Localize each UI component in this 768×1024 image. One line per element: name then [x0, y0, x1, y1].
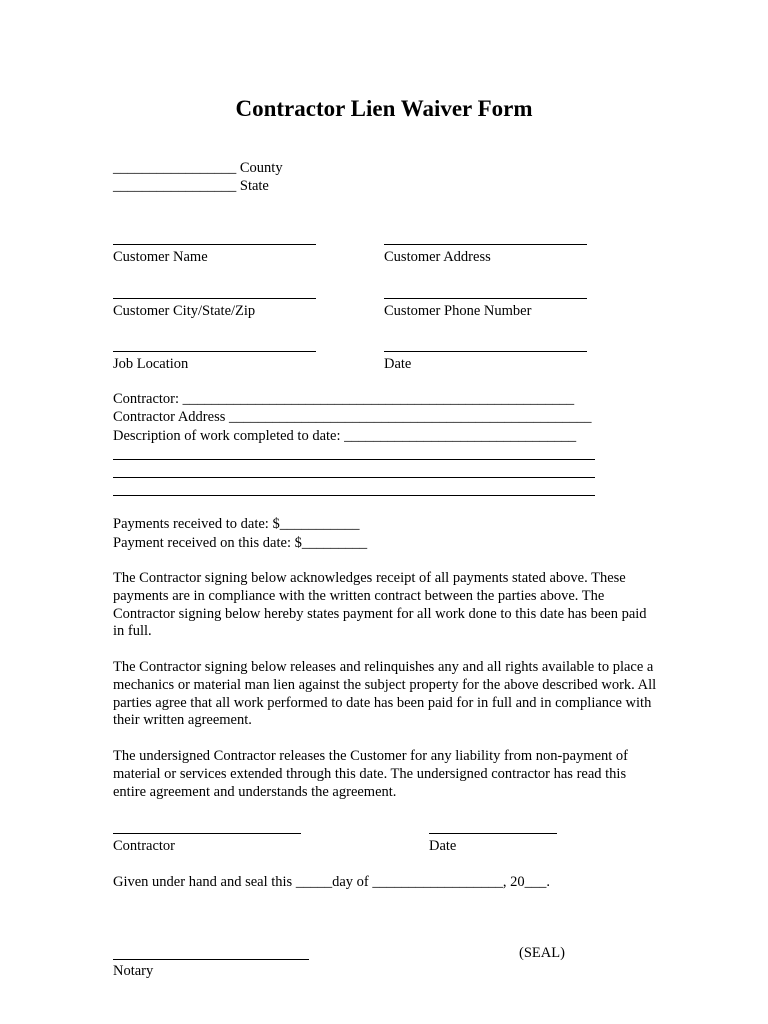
description-field: Description of work completed to date: ________________________________ [113, 428, 577, 444]
notary-label: Notary [113, 963, 154, 979]
description-line-2 [113, 477, 595, 478]
form-title: Contractor Lien Waiver Form [235, 96, 533, 121]
liability-paragraph: The undersigned Contractor releases the Customer for any liability from non-payment of material or services extended through this date. The undersigned contractor has read this entire agreement and understands the agreement. [113, 748, 629, 800]
state-field: _________________ State [113, 178, 269, 194]
customer-name-line [113, 244, 316, 245]
release-paragraph: The Contractor signing below releases and relinquishes any and all rights available to place a mechanics or material man lien against the subject property for the above described work. All parties agree that all work performed to date has been paid for in full and in compliance with their written agreement. [113, 659, 657, 729]
contractor-signature-label: Contractor [113, 838, 176, 854]
customer-address-label: Customer Address [384, 249, 491, 265]
signature-date-line [429, 833, 557, 834]
payments-received-to-date: Payments received to date: $___________ [113, 516, 360, 532]
county-field: _________________ County [113, 160, 283, 176]
customer-phone-label: Customer Phone Number [384, 303, 532, 319]
customer-address-line [384, 244, 587, 245]
acknowledgement-paragraph: The Contractor signing below acknowledges receipt of all payments stated above. These payments are in compliance with the written contract between the parties above. The Contractor signing below hereby states payment for all work done to this date has been paid in full. [113, 570, 647, 640]
seal-label: (SEAL) [519, 945, 565, 961]
customer-city-line [113, 298, 316, 299]
given-under-hand-line: Given under hand and seal this _____day of __________________, 20___. [113, 874, 550, 890]
signature-date-label: Date [429, 838, 457, 854]
description-line-3 [113, 495, 595, 496]
customer-phone-line [384, 298, 587, 299]
description-line-1 [113, 459, 595, 460]
job-location-line [113, 351, 316, 352]
customer-name-label: Customer Name [113, 249, 208, 265]
contractor-address-field: Contractor Address __________________________________________________ [113, 409, 592, 425]
job-location-label: Job Location [113, 356, 189, 372]
contractor-field: Contractor: ______________________________________________________ [113, 391, 575, 407]
date-label: Date [384, 356, 412, 372]
date-line [384, 351, 587, 352]
notary-signature-line [113, 959, 309, 960]
contractor-signature-line [113, 833, 301, 834]
customer-city-label: Customer City/State/Zip [113, 303, 256, 319]
payment-received-on-date: Payment received on this date: $_________ [113, 535, 368, 551]
